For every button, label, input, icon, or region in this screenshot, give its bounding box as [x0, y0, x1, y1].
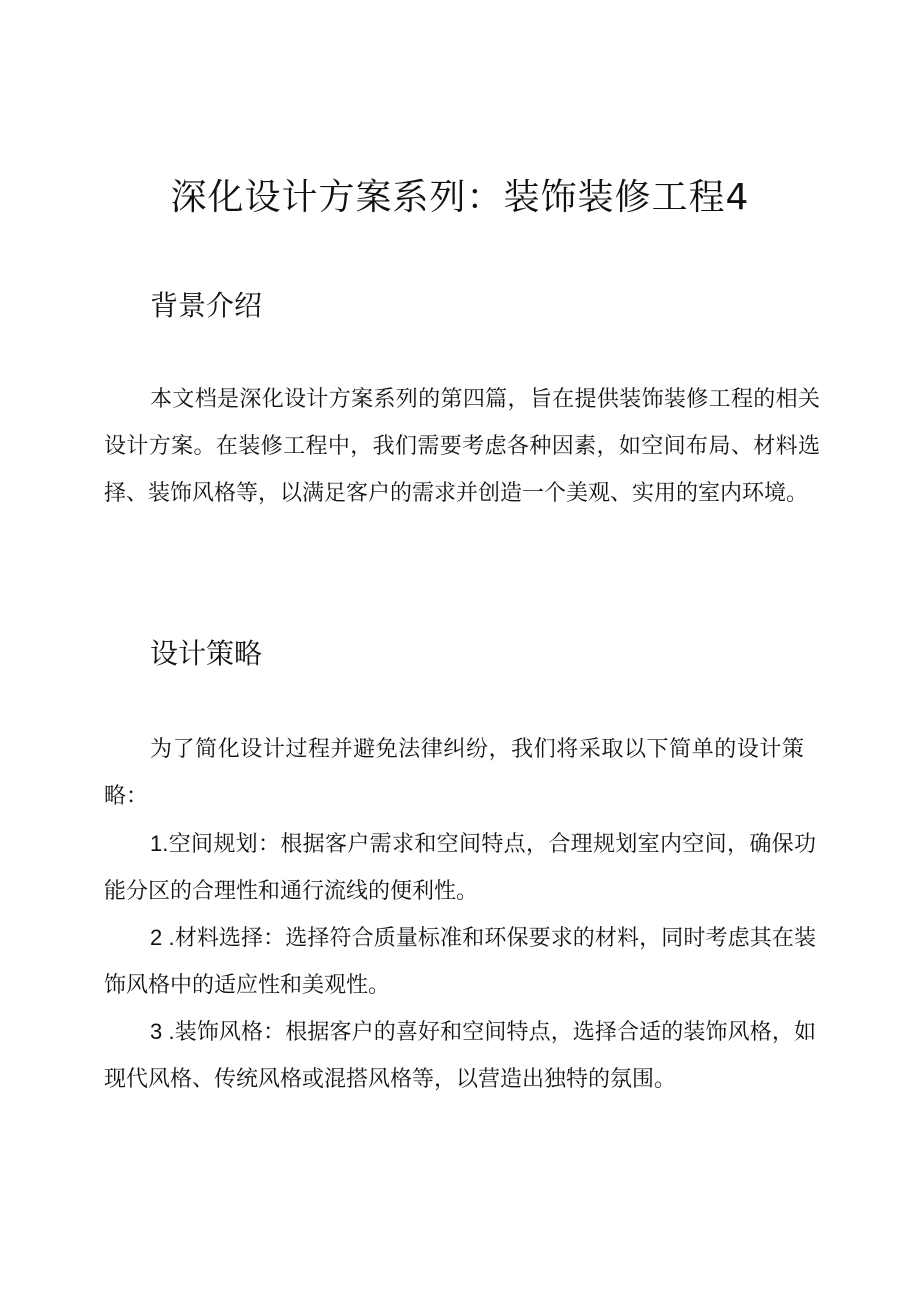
item-number: 3 . — [150, 1019, 175, 1044]
strategy-intro-paragraph: 为了简化设计过程并避免法律纠纷，我们将采取以下简单的设计策略： — [104, 737, 804, 809]
item-text: 材料选择：选择符合质量标准和环保要求的材料，同时考虑其在装饰风格中的适应性和美观性。 — [104, 926, 816, 998]
section-heading-background: 背景介绍 — [150, 289, 263, 322]
strategy-item-decoration-style — [104, 1008, 816, 1103]
strategy-item-material-selection — [104, 914, 816, 1009]
section-heading-strategy: 设计策略 — [150, 637, 263, 670]
background-paragraph: 本文档是深化设计方案系列的第四篇，旨在提供装饰装修工程的相关设计方案。在装修工程中，我们需要考虑各种因素，如空间布局、材料选择、装饰风格等，以满足客户的需求并创造一个美观、实用的室内环境。 — [104, 387, 820, 506]
item-number: 2 . — [150, 925, 175, 950]
item-number: 1. — [150, 831, 169, 856]
item-text: 装饰风格：根据客户的喜好和空间特点，选择合适的装饰风格，如现代风格、传统风格或混搭风格等，以营造出独特的氛围。 — [104, 1020, 816, 1092]
strategy-item-space-planning — [104, 820, 816, 915]
document-title: 深化设计方案系列：装饰装修工程4 — [170, 177, 750, 218]
item-text: 空间规划：根据客户需求和空间特点，合理规划室内空间，确保功能分区的合理性和通行流线的便利性。 — [104, 832, 816, 904]
